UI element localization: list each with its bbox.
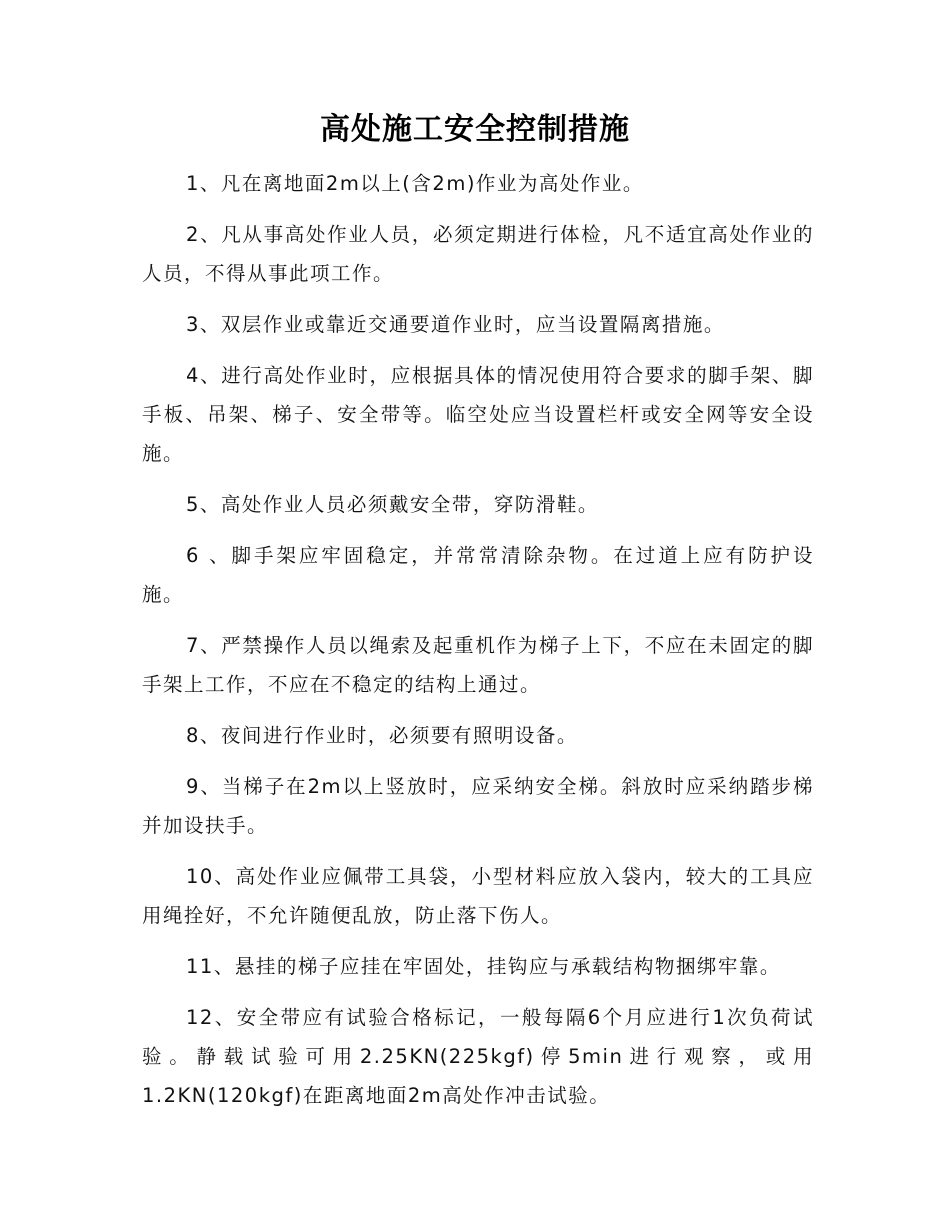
paragraph-3: 3、双层作业或靠近交通要道作业时，应当设置隔离措施。 xyxy=(186,313,725,336)
paragraph-8: 8、夜间进行作业时，必须要有照明设备。 xyxy=(186,724,578,747)
document-body xyxy=(142,164,814,1127)
paragraph-4: 4、进行高处作业时，应根据具体的情况使用符合要求的脚手架、脚手板、吊架、梯子、安全带等。临空处应当设置栏杆或安全网等安全设施。 xyxy=(142,364,814,465)
paragraph-2: 2、凡从事高处作业人员，必须定期进行体检，凡不适宜高处作业的人员，不得从事此项工作。 xyxy=(142,223,814,285)
paragraph-9: 9、当梯子在2m以上竖放时，应采纳安全梯。斜放时应采纳踏步梯并加设扶手。 xyxy=(142,775,814,837)
paragraph-7: 7、严禁操作人员以绳索及起重机作为梯子上下，不应在未固定的脚手架上工作，不应在不稳定的结构上通过。 xyxy=(142,634,814,696)
paragraph-6: 6 、脚手架应牢固稳定，并常常清除杂物。在过道上应有防护设施。 xyxy=(142,544,814,606)
page-title: 高处施工安全控制措施 xyxy=(320,112,630,147)
paragraph-10: 10、高处作业应佩带工具袋，小型材料应放入袋内，较大的工具应用绳拴好，不允许随便乱放，防止落下伤人。 xyxy=(142,865,814,927)
paragraph-11: 11、悬挂的梯子应挂在牢固处，挂钩应与承载结构物捆绑牢靠。 xyxy=(186,955,781,978)
paragraph-12: 12、安全带应有试验合格标记，一般每隔6个月应进行1次负荷试验。静载试验可用2.25KN(225kgf)停5min进行观察，或用1.2KN(120kgf)在距离地面2m高处作冲击试验。 xyxy=(142,1006,814,1107)
paragraph-5: 5、高处作业人员必须戴安全带，穿防滑鞋。 xyxy=(186,493,599,516)
paragraph-1: 1、凡在离地面2m以上(含2m)作业为高处作业。 xyxy=(186,172,644,195)
